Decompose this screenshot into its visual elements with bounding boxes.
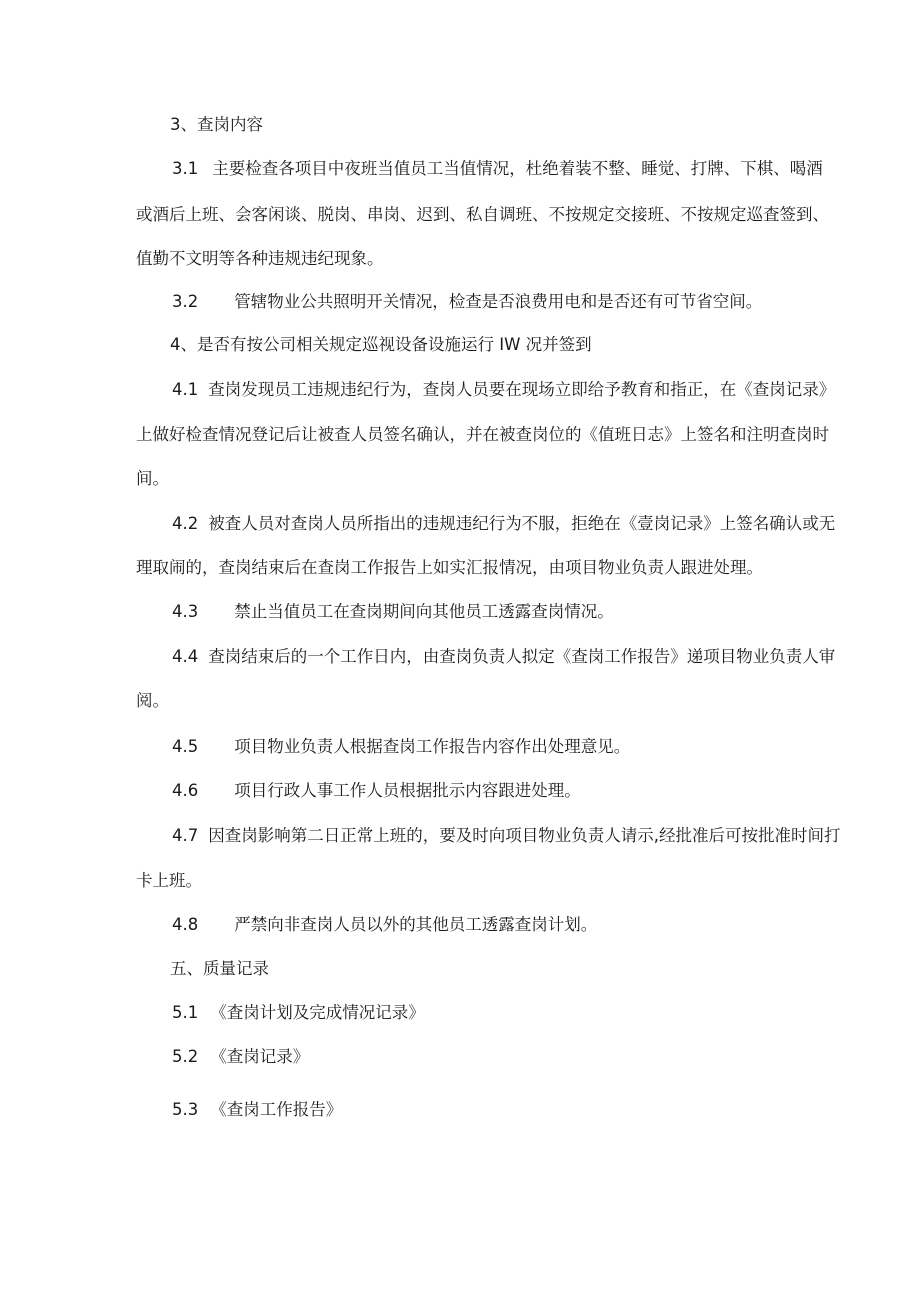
clause-number: 4.5	[172, 737, 199, 756]
paragraph-3-1-line-1	[172, 159, 823, 179]
clause-number: 5.3	[172, 1100, 199, 1119]
paragraph-3-1-line-2: 或酒后上班、会客闲谈、脱岗、串岗、迟到、私自调班、不按规定交接班、不按规定巡査签到、	[136, 205, 829, 224]
paragraph-4-1-line-2: 上做好检查情况登记后让被查人员签名确认，并在被查岗位的《值班日志》上签名和注明查岗时	[136, 425, 829, 444]
clause-text: 因查岗影响第二日正常上班的，要及时向项目物业负责人请示,经批准后可按批准时间打	[208, 826, 841, 845]
clause-text: 项目行政人事工作人员根据批示内容跟进处理。	[234, 781, 581, 800]
clause-number: 4.6	[172, 781, 199, 800]
clause-number: 4.1	[172, 380, 199, 399]
clause-text: 项目物业负责人根据查岗工作报告内容作出处理意见。	[234, 737, 631, 756]
clause-text: 严禁向非查岗人员以外的其他员工透露查岗计划。	[234, 915, 598, 934]
paragraph-4-2-line-2: 理取闹的，查岗结束后在查岗工作报告上如实汇报情况，由项目物业负责人跟进处理。	[136, 558, 763, 577]
clause-number: 5.1	[172, 1003, 199, 1022]
clause-number: 5.2	[172, 1047, 199, 1066]
paragraph-4-4-line-1	[172, 647, 835, 667]
clause-text: 管辖物业公共照明开关情况，检查是否浪费用电和是否还有可节省空间。	[234, 292, 763, 311]
record-5-2	[172, 1047, 309, 1067]
clause-number: 4.2	[172, 514, 199, 533]
paragraph-4-5	[172, 737, 630, 757]
paragraph-3-2	[172, 292, 762, 312]
clause-text: 查岗发现员工违规违纪行为，查岗人员要在现场立即给予教育和指正，在《查岗记录》	[208, 380, 836, 399]
paragraph-4-1-line-1	[172, 380, 835, 400]
clause-number: 4.7	[172, 826, 199, 845]
clause-number: 3.1	[172, 159, 199, 178]
paragraph-4-4-line-2: 阅。	[136, 691, 169, 710]
clause-number: 4.8	[172, 915, 199, 934]
paragraph-4-6	[172, 781, 581, 801]
clause-text: 查岗结束后的一个工作日内，由查岗负责人拟定《查岗工作报告》递项目物业负责人审	[208, 647, 836, 666]
paragraph-4-3	[172, 602, 614, 622]
record-title: 《查岗记录》	[210, 1047, 310, 1066]
paragraph-4-2-line-1	[172, 514, 835, 534]
clause-text: 主要检查各项目中夜班当值员工当值情况，杜绝着装不整、睡觉、打牌、下棋、喝酒	[212, 159, 823, 178]
section-heading-3: 3、查岗内容	[170, 115, 263, 134]
paragraph-4-7-line-1	[172, 826, 841, 846]
paragraph-3-1-line-3: 值勤不文明等各种违规违纪现象。	[136, 249, 384, 268]
record-title: 《査岗计划及完成情况记录》	[210, 1003, 425, 1022]
paragraph-4-8	[172, 915, 597, 935]
record-5-3	[172, 1100, 342, 1120]
paragraph-4-7-line-2: 卡上班。	[136, 871, 202, 890]
record-5-1	[172, 1003, 425, 1023]
clause-number: 4.3	[172, 602, 199, 621]
clause-text: 被査人员对查岗人员所指出的违规违纪行为不服，拒绝在《壹岗记录》上签名确认或无	[208, 514, 836, 533]
clause-number: 3.2	[172, 292, 199, 311]
clause-number: 4.4	[172, 647, 199, 666]
section-heading-5: 五、质量记录	[170, 959, 269, 978]
paragraph-4-1-line-3: 间。	[136, 469, 169, 488]
clause-text: 禁止当值员工在查岗期间向其他员工透露查岗情况。	[234, 602, 614, 621]
section-heading-4: 4、是否有按公司相关规定巡视设备设施运行 IW 况并签到	[170, 335, 592, 354]
record-title: 《查岗工作报告》	[210, 1100, 343, 1119]
